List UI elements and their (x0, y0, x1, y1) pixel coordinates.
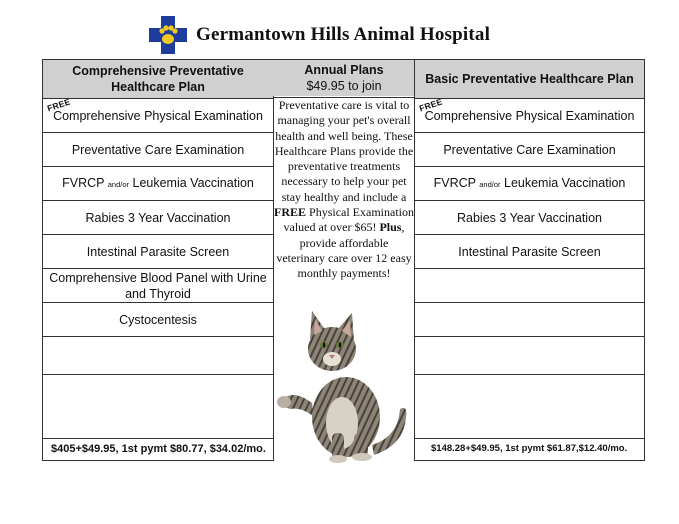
left-row-cystocentesis: Cystocentesis (43, 302, 273, 336)
left-row-fvrcp: FVRCP and/or Leukemia Vaccination (43, 166, 273, 200)
right-row-fvrcp: FVRCP and/or Leukemia Vaccination (415, 166, 644, 200)
left-row-blood-panel: Comprehensive Blood Panel with Urine and Thyroid (43, 268, 273, 302)
plan-description: Preventative care is vital to managing your pet's overall health and well being. These Healthcare Plans provide the preventative treatments necessary to help your pet stay healthy and include a FREE Physical Examination valued at over $65! Plus, provide affordable veterinary care over 12 easy monthly payments! (274, 98, 414, 281)
page-title: Germantown Hills Animal Hospital (196, 24, 491, 45)
left-plan-table (42, 59, 274, 461)
left-row-empty-2 (43, 374, 273, 438)
right-row-preventative-exam: Preventative Care Examination (415, 132, 644, 166)
right-row-empty-1 (415, 268, 644, 302)
free-badge: FREE (45, 96, 72, 114)
right-row-empty-3 (415, 336, 644, 374)
cat-photo (274, 305, 414, 463)
left-plan-heading: Comprehensive Preventative Healthcare Plan (43, 60, 273, 98)
right-row-physical-exam: FREE Comprehensive Physical Examination (415, 98, 644, 132)
page-header (148, 14, 490, 56)
right-row-parasite: Intestinal Parasite Screen (415, 234, 644, 268)
middle-heading-box (273, 59, 415, 98)
left-row-preventative-exam: Preventative Care Examination (43, 132, 273, 166)
paw-cross-logo-icon (148, 15, 188, 55)
right-row-empty-2 (415, 302, 644, 336)
left-row-empty-1 (43, 336, 273, 374)
left-row-physical-exam: FREE Comprehensive Physical Examination (43, 98, 273, 132)
left-row-rabies: Rabies 3 Year Vaccination (43, 200, 273, 234)
free-badge: FREE (417, 96, 444, 114)
right-plan-heading: Basic Preventative Healthcare Plan (415, 60, 644, 98)
right-plan-table (414, 59, 645, 461)
annual-plans-heading: Annual Plans $49.95 to join (273, 60, 415, 96)
right-plan-footer-price: $148.28+$49.95, 1st pymt $61.87, $12.40/mo. (415, 438, 644, 459)
right-row-empty-4 (415, 374, 644, 438)
left-plan-footer-price: $405+$49.95, 1st pymt $80.77, $34.02/mo. (43, 438, 273, 459)
right-row-rabies: Rabies 3 Year Vaccination (415, 200, 644, 234)
left-row-parasite: Intestinal Parasite Screen (43, 234, 273, 268)
